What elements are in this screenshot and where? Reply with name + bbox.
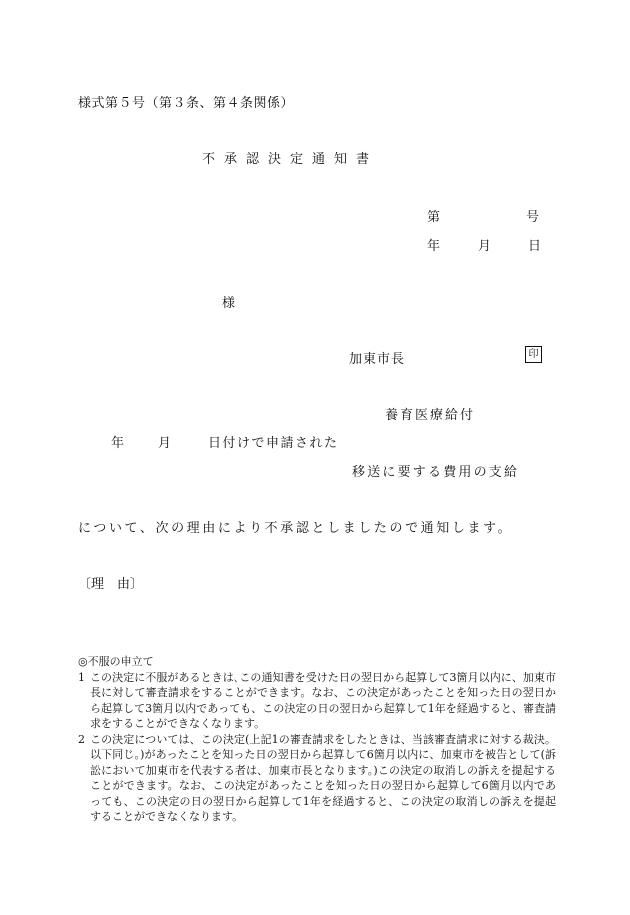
application-item-2: 移送に要する費用の支給 [352,465,520,480]
date-day: 日 [528,239,542,254]
appeal-item-number: 2 [78,732,85,746]
doc-number-suffix: 号 [526,210,540,225]
appeal-item-1 [78,670,556,732]
application-month: 月 [158,436,172,451]
appeal-item-number: 1 [78,670,85,684]
application-dated-text: 日付けで申請された [208,436,339,451]
form-label: 様式第５号（第３条、第４条関係） [78,96,295,111]
document-title: 不承認決定通知書 [202,152,379,167]
doc-number-prefix: 第 [427,210,441,225]
notice-sentence: について、次の理由により不承認としましたので通知します。 [78,521,514,536]
issuer-name: 加東市長 [349,352,406,367]
appeal-item-text: この決定に不服があるときは､この通知書を受けた日の翌日から起算して3箇月以内に、加東市長に対して審査請求をすることができます。なお、この決定があったことを知った日の翌日から起算して3箇月以内であっても、この決定の日の翌日から起算して1年を経過すると、審査請求をすることができなくなります。 [90,670,556,730]
appeal-item-text: この決定については、この決定(上記1の審査請求をしたときは、当該審査請求に対する裁決。以下同じ。)があったことを知った日の翌日から起算して6箇月以内に、加東市を被告として(訴訟において加東市を代表する者は、加東市長となります。)この決定の取消しの訴えを提起することができます。なお、この決定があったことを知った日の翌日から起算して6箇月以内であっても、この決定の日の翌日から起算して1年を経過すると、この決定の取消しの訴えを提起することができなくなります。 [90,732,556,823]
appeal-section [78,654,556,825]
addressee-suffix: 様 [222,296,236,311]
date-year: 年 [427,239,441,254]
application-year: 年 [111,436,125,451]
appeal-item-2 [78,732,556,825]
application-item-1: 養育医療給付 [385,408,476,423]
date-month: 月 [478,239,492,254]
appeal-heading: ◎不服の申立て [78,655,154,668]
seal-mark: 印 [525,346,542,363]
reason-label: 〔理 由〕 [78,577,144,592]
